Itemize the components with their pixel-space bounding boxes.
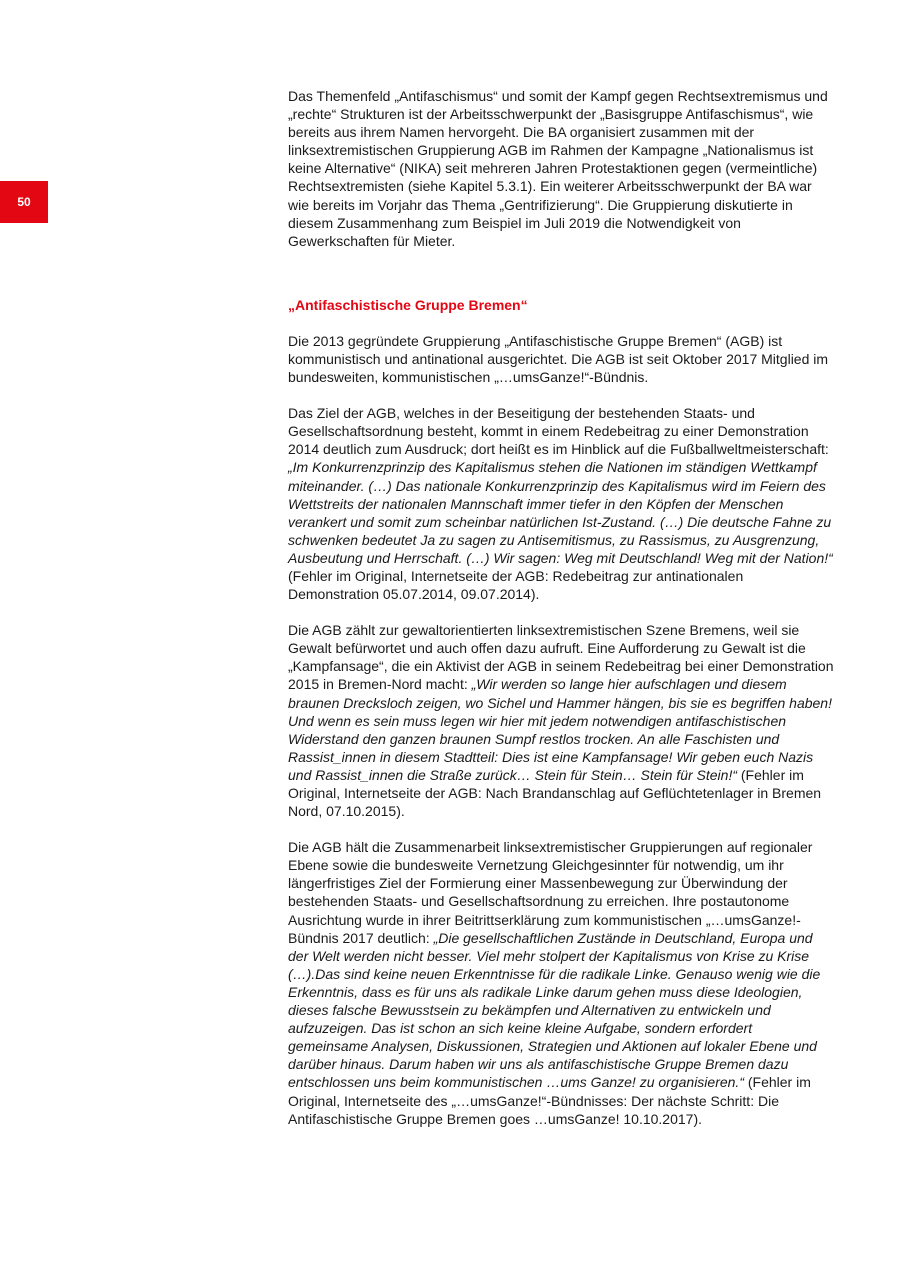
paragraph-goal-source: (Fehler im Original, Internetseite der AGB: Redebeitrag zur antinationalen Demonstration 05.07.2014, 09.07.2014). <box>288 567 744 603</box>
quote-kampfansage: „Wir werden so lange hier aufschlagen und diesem braunen Drecksloch zeigen, wo Sichel und Hammer hängen, bis sie es begriffen haben! Und wenn es sein muss legen wir hier mit jedem notwendigen antifaschistischen Widerstand den ganzen braunen Sumpf restlos trocken. An alle Faschisten und Rassist_innen in diesem Stadtteil: Dies ist eine Kampfansage! Wir geben euch Nazis und Rassist_innen die Straße zurück… Stein für Stein… Stein für Stein!“ <box>288 676 832 783</box>
paragraph-violence-lead: Die AGB zählt zur gewaltorientierten linksextremistischen Szene Bremens, weil sie Gewalt befürwortet und auch offen dazu aufruft. Eine Aufforderung zu Gewalt ist die „Kampfansage“, die ein Aktivist der AGB in seinem Redebeitrag bei einer Demonstration 2015 in Bremen-Nord macht: <box>288 622 834 693</box>
document-body <box>288 87 836 1146</box>
page-number-tab <box>0 181 48 223</box>
section-heading: „Antifaschistische Gruppe Bremen“ <box>288 296 528 313</box>
paragraph-goal-lead: Das Ziel der AGB, welches in der Beseitigung der bestehenden Staats- und Gesellschaftsordnung besteht, kommt in einem Redebeitrag zu einer Demonstration 2014 deutlich zum Ausdruck; dort heißt es im Hinblick auf die Fußballweltmeisterschaft: <box>288 405 829 458</box>
intro-paragraph: Das Themenfeld „Antifaschismus“ und somit der Kampf gegen Rechtsextremismus und „rechte“ Strukturen ist der Arbeitsschwerpunkt der „Basisgruppe Antifaschismus“, wie bereits aus ihrem Namen hervorgeht. Die BA organisiert zusammen mit der linksextremistischen Gruppierung AGB im Rahmen der Kampagne „Nationalismus ist keine Alternative“ (NIKA) seit mehreren Jahren Protestaktionen gegen (vermeintliche) Rechtsextremisten (siehe Kapitel 5.3.1). Ein weiterer Arbeitsschwerpunkt der BA war wie bereits im Vorjahr das Thema „Gentrifizierung“. Die Gruppierung diskutierte in diesem Zusammenhang zum Beispiel im Juli 2019 die Notwendigkeit von Gewerkschaften für Mieter. <box>288 88 828 249</box>
paragraph-cooperation-source: (Fehler im Original, Internetseite des „…umsGanze!“-Bündnisses: Der nächste Schritt: Die Antifaschistische Gruppe Bremen goes …umsGanze! 10.10.2017). <box>288 1074 811 1127</box>
paragraph-violence-source: (Fehler im Original, Internetseite der AGB: Nach Brandanschlag auf Geflüchtetenlager in Bremen Nord, 07.10.2015). <box>288 766 822 820</box>
paragraph-goal <box>288 404 836 603</box>
page-number: 50 <box>17 195 31 209</box>
quote-beitrittserklaerung: „Die gesellschaftlichen Zustände in Deutschland, Europa und der Welt werden nicht besser. Viel mehr stolpert der Kapitalismus von Krise zu Krise (…).Das sind keine neuen Erkenntnisse für die radikale Linke. Genauso wenig wie die Erkenntnis, dass es für uns als radikale Linke darum gehen muss diese Ideologien, dieses falsche Bewusstsein zu bekämpfen und Alternativen zu entwickeln und aufzuzeigen. Das ist schon an sich keine kleine Aufgabe, sondern erfordert gemeinsame Analysen, Diskussionen, Strategien und Aktionen auf lokaler Ebene und darüber hinaus. Darum haben wir uns als antifaschistische Gruppe Bremen dazu entschlossen uns beim kommunistischen …ums Ganze! zu organisieren.“ <box>288 929 821 1091</box>
paragraph-cooperation <box>288 838 836 1128</box>
paragraph-violence <box>288 621 836 820</box>
quote-demonstration-2014: „Im Konkurrenzprinzip des Kapitalismus stehen die Nationen im ständigen Wettkampf miteinander. (…) Das nationale Konkurrenzprinzip des Kapitalismus wird im Feiern des Wettstreits der nationalen Mannschaft immer tiefer in den Köpfen der Menschen verankert und somit zum scheinbar natürlichen Ist-Zustand. (…) Die deutsche Fahne zu schwenken bedeutet Ja zu sagen zu Antisemitismus, zu Rassismus, zu Ausgrenzung, Ausbeutung und Herrschaft. (…) Wir sagen: Weg mit Deutschland! Weg mit der Nation!“ <box>288 459 833 566</box>
paragraph-founding: Die 2013 gegründete Gruppierung „Antifaschistische Gruppe Bremen“ (AGB) ist kommunistisch und antinational ausgerichtet. Die AGB ist seit Oktober 2017 Mitglied im bundesweiten, kommunistischen „…umsGanze!“-Bündnis. <box>288 332 829 386</box>
paragraph-cooperation-lead: Die AGB hält die Zusammenarbeit linksextremistischer Gruppierungen auf regionaler Ebene sowie die bundesweite Vernetzung Gleichgesinnter für notwendig, um ihr längerfristiges Ziel der Formierung einer Massenbewegung zur Überwindung der bestehenden Staats- und Gesellschaftsordnung zu erreichen. Ihre postautonome Ausrichtung wurde in ihrer Beitrittserklärung zum kommunistischen „…umsGanze!-Bündnis 2017 deutlich: <box>288 839 813 946</box>
